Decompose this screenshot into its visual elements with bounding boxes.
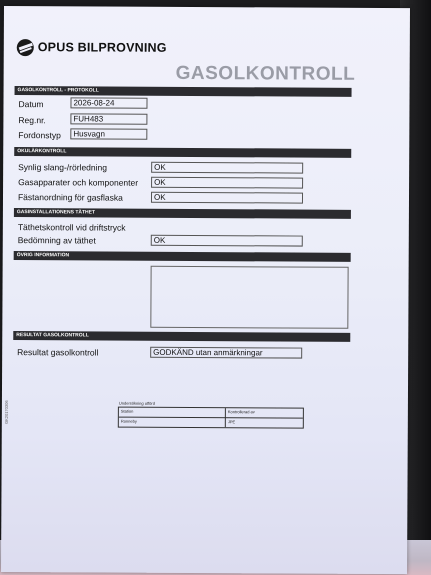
vehicle-type-field: Husvagn: [70, 128, 147, 139]
signature-column-divider: [225, 408, 226, 427]
hose-field: OK: [151, 162, 303, 174]
vehicle-type-label: Fordonstyp: [18, 130, 61, 141]
station-label: Station: [120, 408, 134, 414]
station-value: Ronneby: [120, 418, 137, 424]
inspector-label: Kontrollerad av: [227, 409, 255, 415]
section-header-other: ÖVRIG INFORMATION: [14, 251, 351, 262]
section-header-ocular: OKULÄRKONTROLL: [14, 147, 351, 158]
mounting-label: Fästanordning för gasflaska: [17, 192, 123, 203]
hose-label: Synlig slang-/rörledning: [18, 162, 108, 173]
brand-name: OPUS BILPROVNING: [37, 40, 167, 55]
result-field: GODKÄND utan anmärkningar: [150, 347, 302, 359]
document-page: [1, 6, 410, 574]
signature-box: [118, 407, 304, 429]
section-header-result: RESULTAT GASOLKONTROLL: [13, 331, 350, 342]
date-label: Datum: [18, 99, 44, 110]
document-title: GASOLKONTROLL: [175, 62, 356, 85]
pressure-test-label: Täthetskontroll vid driftstryck: [17, 222, 126, 233]
signature-caption: Undersökning utförd: [118, 400, 155, 406]
other-info-box: [150, 266, 348, 329]
result-label: Resultat gasolkontroll: [17, 347, 99, 358]
form-code: GK20170306: [3, 400, 9, 425]
section-header-protocol: GASOLKONTROLL - PROTOKOLL: [15, 86, 352, 97]
inspector-value: JPE: [227, 419, 236, 425]
reg-field: FUH483: [70, 113, 147, 124]
signature-divider: [119, 417, 303, 419]
opus-logo-icon: [17, 39, 34, 56]
mounting-field: OK: [151, 192, 303, 204]
tightness-assessment-label: Bedömning av täthet: [17, 235, 96, 246]
tightness-assessment-field: OK: [151, 235, 303, 247]
section-header-tightness: GASINSTALLATIONENS TÄTHET: [14, 208, 351, 219]
appliances-field: OK: [151, 177, 303, 189]
date-field: 2026-08-24: [70, 97, 147, 108]
reg-label: Reg.nr.: [18, 115, 46, 126]
appliances-label: Gasapparater och komponenter: [18, 177, 139, 188]
